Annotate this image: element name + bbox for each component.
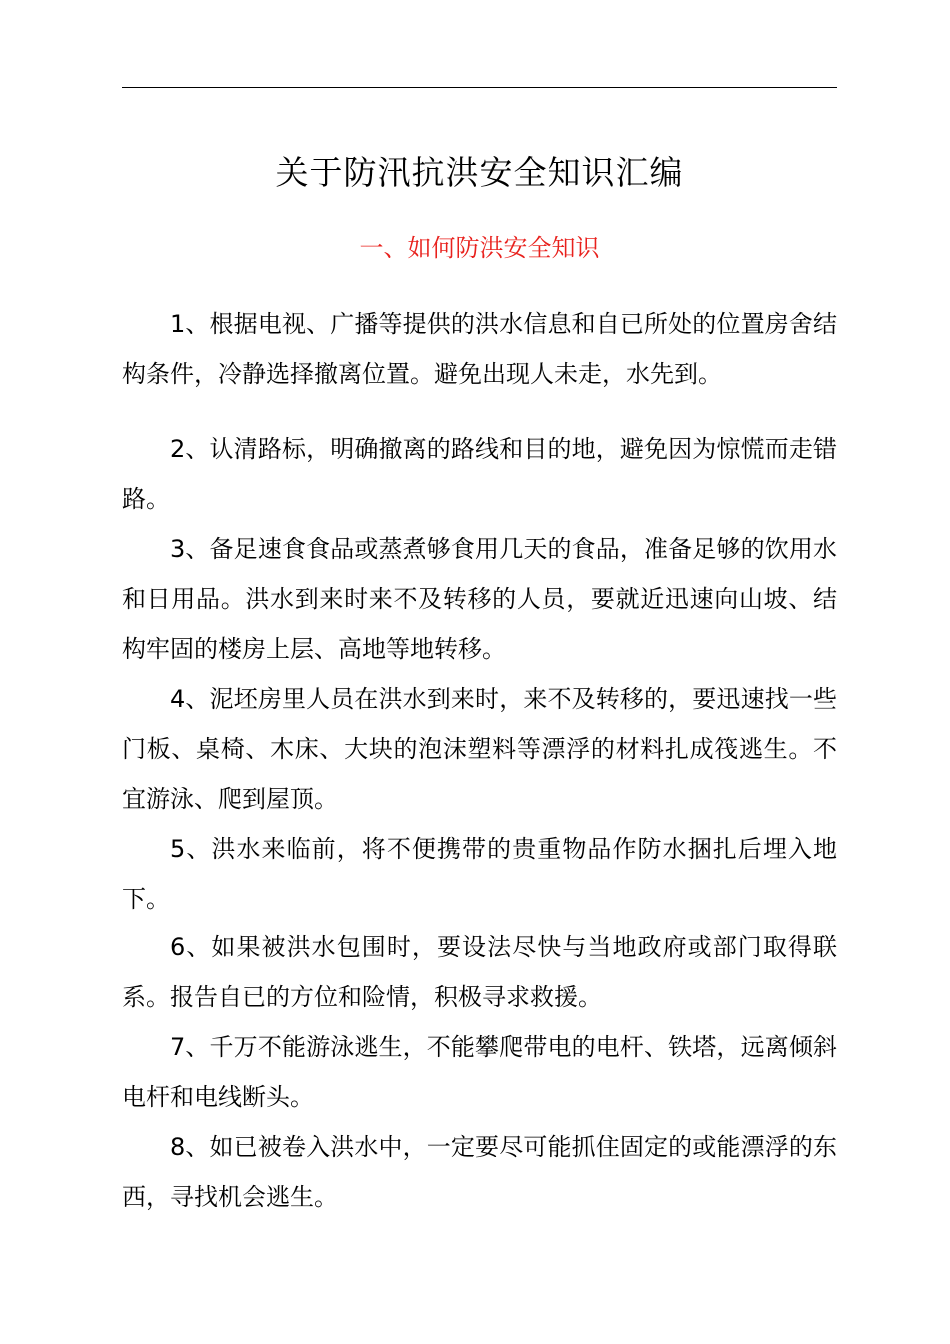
paragraph-6: 6、如果被洪水包围时，要设法尽快与当地政府或部门取得联系。报告自已的方位和险情，积极寻求救援。 bbox=[122, 933, 837, 1011]
paragraph-3: 3、备足速食食品或蒸煮够食用几天的食品，准备足够的饮用水和日用品。洪水到来时来不及转移的人员，要就近迅速向山坡、结构牢固的楼房上层、高地等地转移。 bbox=[122, 535, 837, 663]
header-rule bbox=[122, 87, 837, 88]
paragraph-1: 1、根据电视、广播等提供的洪水信息和自已所处的位置房舍结构条件，冷静选择撤离位置。避免出现人未走，水先到。 bbox=[122, 310, 837, 388]
document-title: 关于防汛抗洪安全知识汇编 bbox=[275, 153, 684, 192]
paragraph-7: 7、千万不能游泳逃生，不能攀爬带电的电杆、铁塔，远离倾斜电杆和电线断头。 bbox=[122, 1033, 837, 1111]
section-heading: 一、如何防洪安全知识 bbox=[359, 234, 600, 262]
paragraph-5: 5、洪水来临前，将不便携带的贵重物品作防水捆扎后埋入地下。 bbox=[122, 835, 837, 913]
paragraph-4: 4、泥坯房里人员在洪水到来时，来不及转移的，要迅速找一些门板、桌椅、木床、大块的泡沫塑料等漂浮的材料扎成筏逃生。不宜游泳、爬到屋顶。 bbox=[122, 685, 837, 813]
paragraph-2: 2、认清路标，明确撤离的路线和目的地，避免因为惊慌而走错路。 bbox=[122, 435, 837, 513]
paragraph-8: 8、如已被卷入洪水中，一定要尽可能抓住固定的或能漂浮的东西，寻找机会逃生。 bbox=[122, 1133, 837, 1211]
